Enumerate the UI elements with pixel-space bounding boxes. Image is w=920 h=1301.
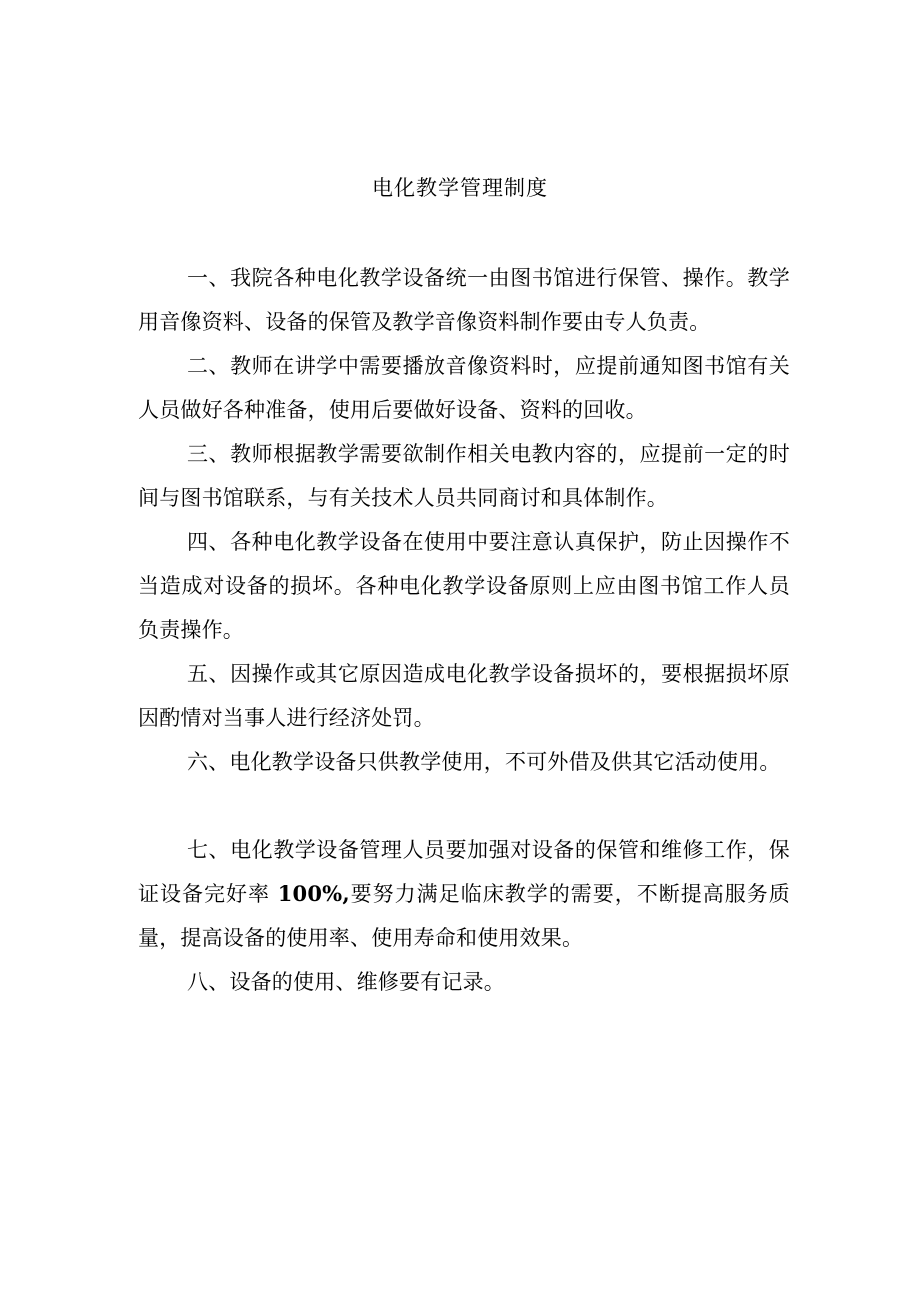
article-1: 一、我院各种电化教学设备统一由图书馆进行保管、操作。教学用音像资料、设备的保管及教学音像资料制作要由专人负责。 xyxy=(138,266,790,334)
article-7 xyxy=(138,828,790,960)
article-5: 五、因操作或其它原因造成电化教学设备损坏的，要根据损坏原因酌情对当事人进行经济处罚。 xyxy=(138,662,790,730)
document-title: 电化教学管理制度 xyxy=(372,176,548,200)
article-8: 八、设备的使用、维修要有记录。 xyxy=(187,970,505,994)
article-4: 四、各种电化教学设备在使用中要注意认真保护，防止因操作不当造成对设备的损坏。各种电化教学设备原则上应由图书馆工作人员负责操作。 xyxy=(138,530,790,642)
article-7-emphasis: 100%, xyxy=(277,881,350,906)
article-7-before: 七、电化教学设备管理人员要加强对设备的保管和维修工作，保证设备完好率 xyxy=(138,838,790,906)
article-2: 二、教师在讲学中需要播放音像资料时，应提前通知图书馆有关人员做好各种准备，使用后要做好设备、资料的回收。 xyxy=(138,354,790,422)
article-6: 六、电化教学设备只供教学使用，不可外借及供其它活动使用。 xyxy=(187,750,781,774)
article-3: 三、教师根据教学需要欲制作相关电教内容的，应提前一定的时间与图书馆联系，与有关技术人员共同商讨和具体制作。 xyxy=(138,442,790,510)
article-7-after: 要努力满足临床教学的需要，不断提高服务质量，提高设备的使用率、使用寿命和使用效果。 xyxy=(138,882,790,950)
